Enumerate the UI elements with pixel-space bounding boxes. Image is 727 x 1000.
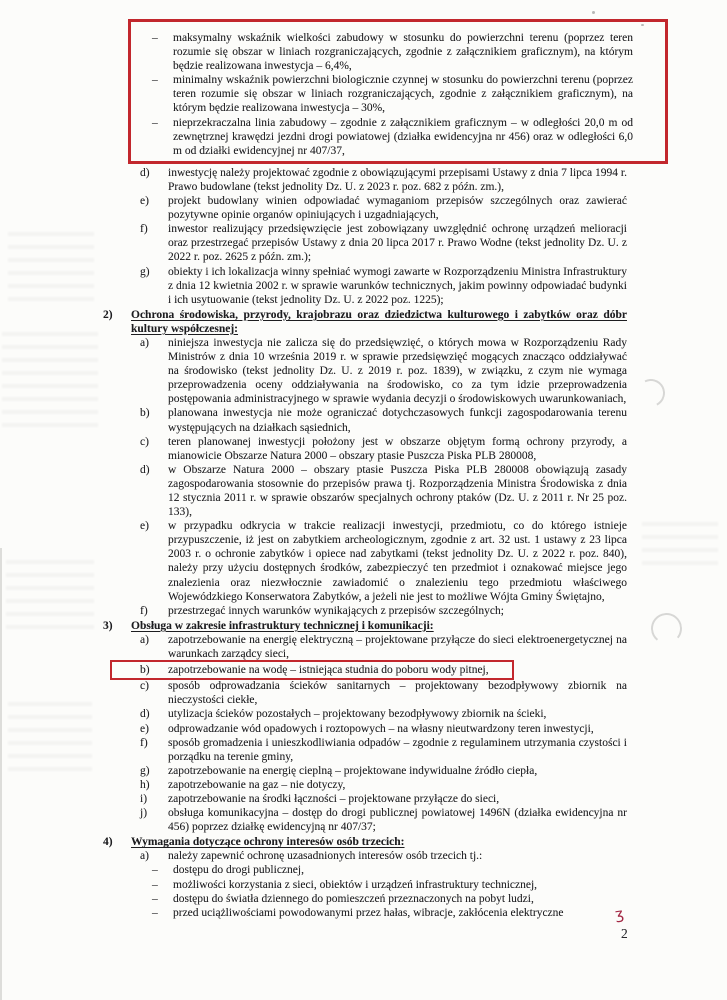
scan-edge-line [0, 548, 2, 1000]
dash-marker: – [152, 864, 158, 877]
list-item [152, 878, 627, 892]
item-text: sposób gromadzenia i unieszkodliwiania odpadów – zgodnie z regulaminem utrzymania czystości i porządku na terenie gminy, [168, 736, 627, 763]
item-text: przed uciążliwościami powodowanymi przez hałas, wibracje, zakłócenia elektryczne [173, 906, 564, 919]
item-text: zapotrzebowanie na środki łączności – projektowane przyłącze do sieci, [168, 792, 500, 805]
item-label: f) [140, 736, 148, 749]
item-text: przestrzegać innych warunków wynikających z przepisów szczególnych; [168, 604, 504, 617]
list-item [152, 863, 627, 877]
item-text: zapotrzebowanie na energię elektryczną – projektowane przyłącze do sieci elektroenergetycznej na warunkach zarządcy sieci, [168, 633, 627, 661]
document-content [103, 19, 633, 920]
scan-smudge [642, 522, 718, 566]
item-label: a) [140, 850, 149, 863]
dash-marker: – [152, 74, 158, 87]
item-text: zapotrzebowanie na energię cieplną – projektowane indywidualne źródło ciepła, [168, 764, 538, 777]
handwritten-paraph-mark: ʒ [613, 904, 625, 924]
list-item-red-boxed [110, 660, 514, 680]
list-item [140, 222, 627, 264]
item-text: nieprzekraczalna linia zabudowy – zgodnie z załącznikiem graficznym – w odległości 20,0 m od zewnętrznej krawędzi jezdni drogi powiatowej (działka ewidencyjna nr 456) oraz w odległości 6,0 m od działki ewidencyjnej nr 407/37, [173, 116, 633, 157]
list-item [140, 792, 627, 806]
list-item [140, 336, 627, 406]
list-item [140, 265, 627, 307]
item-text: dostępu do drogi publicznej, [173, 864, 304, 877]
list-item [140, 463, 627, 519]
item-text: w Obszarze Natura 2000 – obszary ptasie Puszcza Piska PLB 280008 obowiązują zasady zagospodarowania stosownie do przepisów prawa tj. Rozporządzenia Ministra Środowiska z dnia 12 stycznia 2011 r. w sprawie obszarów specjalnych ochrony ptaków (Dz. U. z 2011 r. Nr 25 poz. 133), [168, 463, 627, 519]
item-label: c) [140, 435, 149, 448]
dash-marker: – [152, 878, 158, 891]
list-item [152, 116, 633, 158]
item-text: w przypadku odkrycia w trakcie realizacji inwestycji, przedmiotu, co do którego istnieje przypuszczenie, iż jest on zabytkiem archeologicznym, zgodnie z art. 32 ust. 1 ustawy z 23 lipca 2003 r. o ochronie zabytków i opiece nad zabytkami (tekst jednolity Dz. U. z 2022 r. poz. 840), należy przy użyciu dostępnych środków, zabezpieczyć ten przedmiot i oznakować miejsce jego znalezienia oraz niezwłocznie zawiadomić o znalezieniu tego przedmiotu właściwego Wojewódzkiego Konserwatora Zabytków, a jeżeli nie jest to możliwe Wójta Gminy Świętajno, [168, 520, 627, 603]
list-item [140, 806, 627, 834]
list-item [140, 406, 627, 434]
list-item [140, 604, 627, 618]
item-label: g) [140, 265, 150, 278]
item-text: projekt budowlany winien odpowiadać wymaganiom przepisów szczególnych oraz zawierać pozytywne opinie organów opiniujących i uzgadniających, [168, 195, 627, 222]
list-item [140, 679, 627, 707]
list-item [140, 764, 627, 778]
item-text: niniejsza inwestycja nie zalicza się do przedsięwzięć, o których mowa w Rozporządzeniu Rady Ministrów z dnia 10 września 2019 r. w sprawie przedsięwzięć mogących znacząco oddziaływać na środowisko (tekst jednolity Dz. U. z 2019 r. poz. 1839), w związku, z czym nie wymaga przeprowadzenia oceny oddziaływania na środowisko, co za tym idzie przeprowadzenia postępowania administracyjnego w sprawie wydania decyzji o środowiskowych uwarunkowaniach, [168, 336, 627, 406]
item-text: minimalny wskaźnik powierzchni biologicznie czynnej w stosunku do powierzchni terenu (poprzez teren rozumie się obszar w liniach rozgraniczających, zgodnie z załącznikiem graficznym), na którym będzie realizowana inwestycja – 30%, [173, 74, 633, 115]
scan-speck [592, 11, 595, 14]
dash-marker: – [152, 32, 158, 44]
item-label: e) [140, 520, 149, 533]
item-text: planowana inwestycja nie może ograniczać dotychczasowych funkcji zagospodarowania terenu występujących na działkach sąsiednich, [168, 407, 627, 434]
item-label: e) [140, 722, 149, 735]
section-heading [103, 835, 627, 849]
list-item [152, 31, 633, 73]
item-label: f) [140, 604, 148, 617]
section-number: 4) [103, 836, 113, 849]
list-item [140, 722, 627, 736]
item-text: obiekty i ich lokalizacja winny spełniać wymogi zawarte w Rozporządzeniu Ministra Infrastruktury z dnia 12 kwietnia 2002 r. w sprawie warunków technicznych, jakim powinny odpowiadać budynki i ich usytuowanie (tekst jednolity Dz. U. z 2022 poz. 1225); [168, 265, 627, 306]
list-item [152, 892, 627, 906]
section-number: 2) [103, 308, 113, 321]
item-text: obsługa komunikacyjna – dostęp do drogi publicznej powiatowej 1496N (działka ewidencyjna nr 456) poprzez działkę ewidencyjną nr 407/37; [168, 807, 627, 834]
item-text: sposób odprowadzania ścieków sanitarnych – projektowany bezodpływowy zbiornik na nieczystości ciekłe, [168, 680, 627, 707]
list-item [140, 736, 627, 764]
section-heading [103, 308, 627, 336]
item-label: d) [140, 166, 150, 179]
section-title: Wymagania dotyczące ochrony interesów osób trzecich: [131, 836, 405, 849]
dash-marker: – [152, 906, 158, 919]
item-label: e) [140, 195, 149, 208]
item-label: b) [140, 664, 150, 677]
item-label: i) [140, 792, 148, 805]
scan-curl-artifact [633, 375, 668, 410]
item-label: b) [140, 407, 150, 420]
item-label: g) [140, 764, 150, 777]
section-title: Obsługa w zakresie infrastruktury technicznej i komunikacji: [131, 619, 434, 632]
item-label: d) [140, 708, 150, 721]
page-number: 2 [621, 926, 628, 941]
scan-smudge [8, 232, 94, 302]
item-text: maksymalny wskaźnik wielkości zabudowy w stosunku do powierzchni terenu (poprzez teren rozumie się obszar w liniach rozgraniczających, zgodnie z załącznikiem graficznym), na którym będzie realizowana inwestycja – 6,4%, [173, 32, 633, 73]
item-label: d) [140, 463, 150, 476]
list-item [152, 73, 633, 115]
red-annotation-box [128, 19, 668, 164]
list-item [140, 519, 627, 604]
item-label: h) [140, 778, 150, 791]
scan-curl-artifact [649, 611, 683, 645]
list-item [140, 633, 627, 661]
item-text: możliwości korzystania z sieci, obiektów i urządzeń infrastruktury technicznej, [173, 878, 538, 891]
list-item [140, 166, 627, 194]
list-item [140, 778, 627, 792]
item-text: utylizacja ścieków pozostałych – projektowany bezodpływowy zbiornik na ścieki, [168, 708, 547, 721]
item-label: a) [140, 336, 149, 349]
list-item [152, 906, 627, 920]
item-text: zapotrzebowanie na gaz – nie dotyczy, [168, 778, 346, 791]
item-text: odprowadzanie wód opadowych i roztopowych – na własny nieutwardzony teren inwestycji, [168, 722, 594, 735]
item-text: inwestycję należy projektować zgodnie z obowiązującymi przepisami Ustawy z dnia 7 lipca 1994 r. Prawo budowlane (tekst jednolity Dz. U. z 2023 r. poz. 682 z późn. zm.), [168, 166, 627, 193]
dash-marker: – [152, 892, 158, 905]
section-number: 3) [103, 619, 113, 632]
list-item [140, 194, 627, 222]
scan-smudge [6, 560, 94, 638]
item-text: dostępu do światła dziennego do pomieszczeń przeznaczonych na pobyt ludzi, [173, 892, 534, 905]
item-label: c) [140, 680, 149, 693]
item-label: f) [140, 223, 148, 236]
list-item [140, 435, 627, 463]
item-label: j) [140, 807, 148, 820]
item-text: teren planowanej inwestycji położony jest w obszarze objętym formą ochrony przyrody, a mianowicie Obszarze Natura 2000 – obszary ptasie Puszcza Piska PLB 280008, [168, 435, 627, 462]
dash-marker: – [152, 116, 158, 129]
item-text: inwestor realizujący przedsięwzięcie jest zobowiązany uwzględnić ochronę urządzeń melioracji oraz przestrzegać przepisów Ustawy z dnia 20 lipca 2017 r. Prawo Wodne (tekst jednolity Dz. U. z 2022 r. poz. 2625 z późn. zm.); [168, 223, 627, 264]
item-text: należy zapewnić ochronę uzasadnionych interesów osób trzecich tj.: [168, 850, 483, 863]
item-text: zapotrzebowanie na wodę – istniejąca studnia do poboru wody pitnej, [168, 664, 489, 677]
item-label: a) [140, 633, 149, 646]
list-item [140, 707, 627, 721]
scan-smudge [2, 332, 98, 428]
list-item [140, 849, 627, 863]
scan-smudge [8, 702, 92, 774]
section-title: Ochrona środowiska, przyrody, krajobrazu oraz dziedzictwa kulturowego i zabytków oraz dóbr kultury współczesnej: [131, 308, 627, 335]
section-heading [103, 619, 627, 633]
